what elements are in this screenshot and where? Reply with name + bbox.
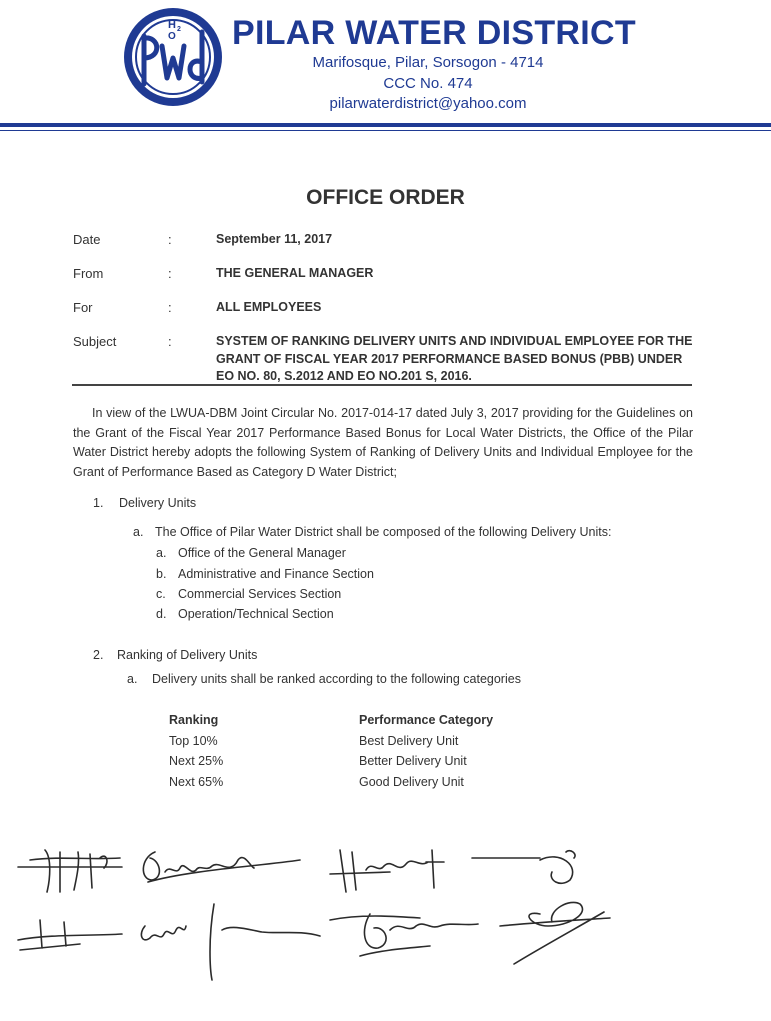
intro-text: In view of the LWUA-DBM Joint Circular No. 2017-014-17 dated July 3, 2017 providing for the Guidelines on the Grant of the Fiscal Year 2017 Performance Based Bonus for Local Water Districts, the Office of the Pilar Water District hereby adopts the following System of Ranking of Delivery Units and Individual Employee for the Grant of Performance Based as Category D Water District; bbox=[73, 406, 693, 479]
unit-marker: d. bbox=[156, 607, 167, 621]
document-title: OFFICE ORDER bbox=[306, 186, 465, 209]
signature-5 bbox=[18, 920, 122, 950]
unit-item: Office of the General Manager bbox=[178, 546, 346, 560]
for-colon: : bbox=[168, 300, 172, 315]
ranking-column-header: Ranking bbox=[169, 713, 219, 727]
category-cell: Good Delivery Unit bbox=[359, 775, 464, 789]
subject-colon: : bbox=[168, 334, 172, 349]
date-label: Date bbox=[73, 232, 101, 247]
svg-text:2: 2 bbox=[177, 26, 181, 33]
from-label: From bbox=[73, 266, 104, 281]
subject-label: Subject bbox=[73, 334, 117, 349]
unit-item: Commercial Services Section bbox=[178, 587, 342, 601]
section2-title: Ranking of Delivery Units bbox=[117, 648, 258, 662]
unit-item: Operation/Technical Section bbox=[178, 607, 334, 621]
category-cell: Best Delivery Unit bbox=[359, 734, 459, 748]
signature-7 bbox=[210, 904, 320, 980]
signature-4 bbox=[472, 851, 575, 884]
section2-item-a-text: Delivery units shall be ranked according to the following categories bbox=[152, 672, 521, 686]
unit-marker: a. bbox=[156, 546, 167, 560]
unit-item: Administrative and Finance Section bbox=[178, 567, 374, 581]
svg-text:O: O bbox=[168, 31, 176, 42]
signature-3 bbox=[330, 850, 444, 892]
date-colon: : bbox=[168, 232, 172, 247]
section1-item-a-marker: a. bbox=[133, 525, 144, 539]
header-separator bbox=[72, 384, 692, 386]
org-ccc: CCC No. 474 bbox=[383, 75, 473, 92]
subject-value: SYSTEM OF RANKING DELIVERY UNITS AND INDIVIDUAL EMPLOYEE FOR THE GRANT OF FISCAL YEAR 2017 PERFORMANCE BASED BONUS (PBB) UNDER EO NO. 80, S.2012 AND EO NO.201 S, 2016. bbox=[216, 334, 693, 383]
pwd-logo bbox=[122, 6, 224, 108]
svg-text:H: H bbox=[168, 19, 176, 31]
org-email: pilarwaterdistrict@yahoo.com bbox=[329, 95, 527, 112]
letterhead-rule-thin bbox=[0, 130, 771, 131]
letterhead-rule-thick bbox=[0, 123, 771, 127]
ranking-cell: Next 65% bbox=[169, 775, 224, 789]
section2-item-a-marker: a. bbox=[127, 672, 138, 686]
from-value: THE GENERAL MANAGER bbox=[216, 266, 374, 280]
signature-2 bbox=[143, 852, 300, 882]
signature-1 bbox=[18, 850, 122, 892]
org-address: Marifosque, Pilar, Sorsogon - 4714 bbox=[312, 54, 544, 71]
section2-number: 2. bbox=[93, 648, 104, 662]
org-name: PILAR WATER DISTRICT bbox=[232, 14, 636, 52]
date-value: September 11, 2017 bbox=[216, 232, 333, 246]
intro-paragraph bbox=[73, 404, 693, 482]
unit-marker: c. bbox=[156, 587, 166, 601]
section1-item-a-text: The Office of Pilar Water District shall be composed of the following Delivery Units: bbox=[155, 525, 612, 539]
section1-title: Delivery Units bbox=[119, 496, 197, 510]
signature-9 bbox=[500, 902, 610, 964]
for-value: ALL EMPLOYEES bbox=[216, 300, 322, 314]
ranking-cell: Next 25% bbox=[169, 754, 224, 768]
unit-marker: b. bbox=[156, 567, 167, 581]
signature-8 bbox=[330, 914, 478, 956]
signatures bbox=[0, 830, 771, 1015]
from-colon: : bbox=[168, 266, 172, 281]
ranking-cell: Top 10% bbox=[169, 734, 218, 748]
section1-number: 1. bbox=[93, 496, 104, 510]
category-cell: Better Delivery Unit bbox=[359, 754, 467, 768]
signature-6 bbox=[141, 926, 186, 940]
category-column-header: Performance Category bbox=[359, 713, 494, 727]
for-label: For bbox=[73, 300, 93, 315]
